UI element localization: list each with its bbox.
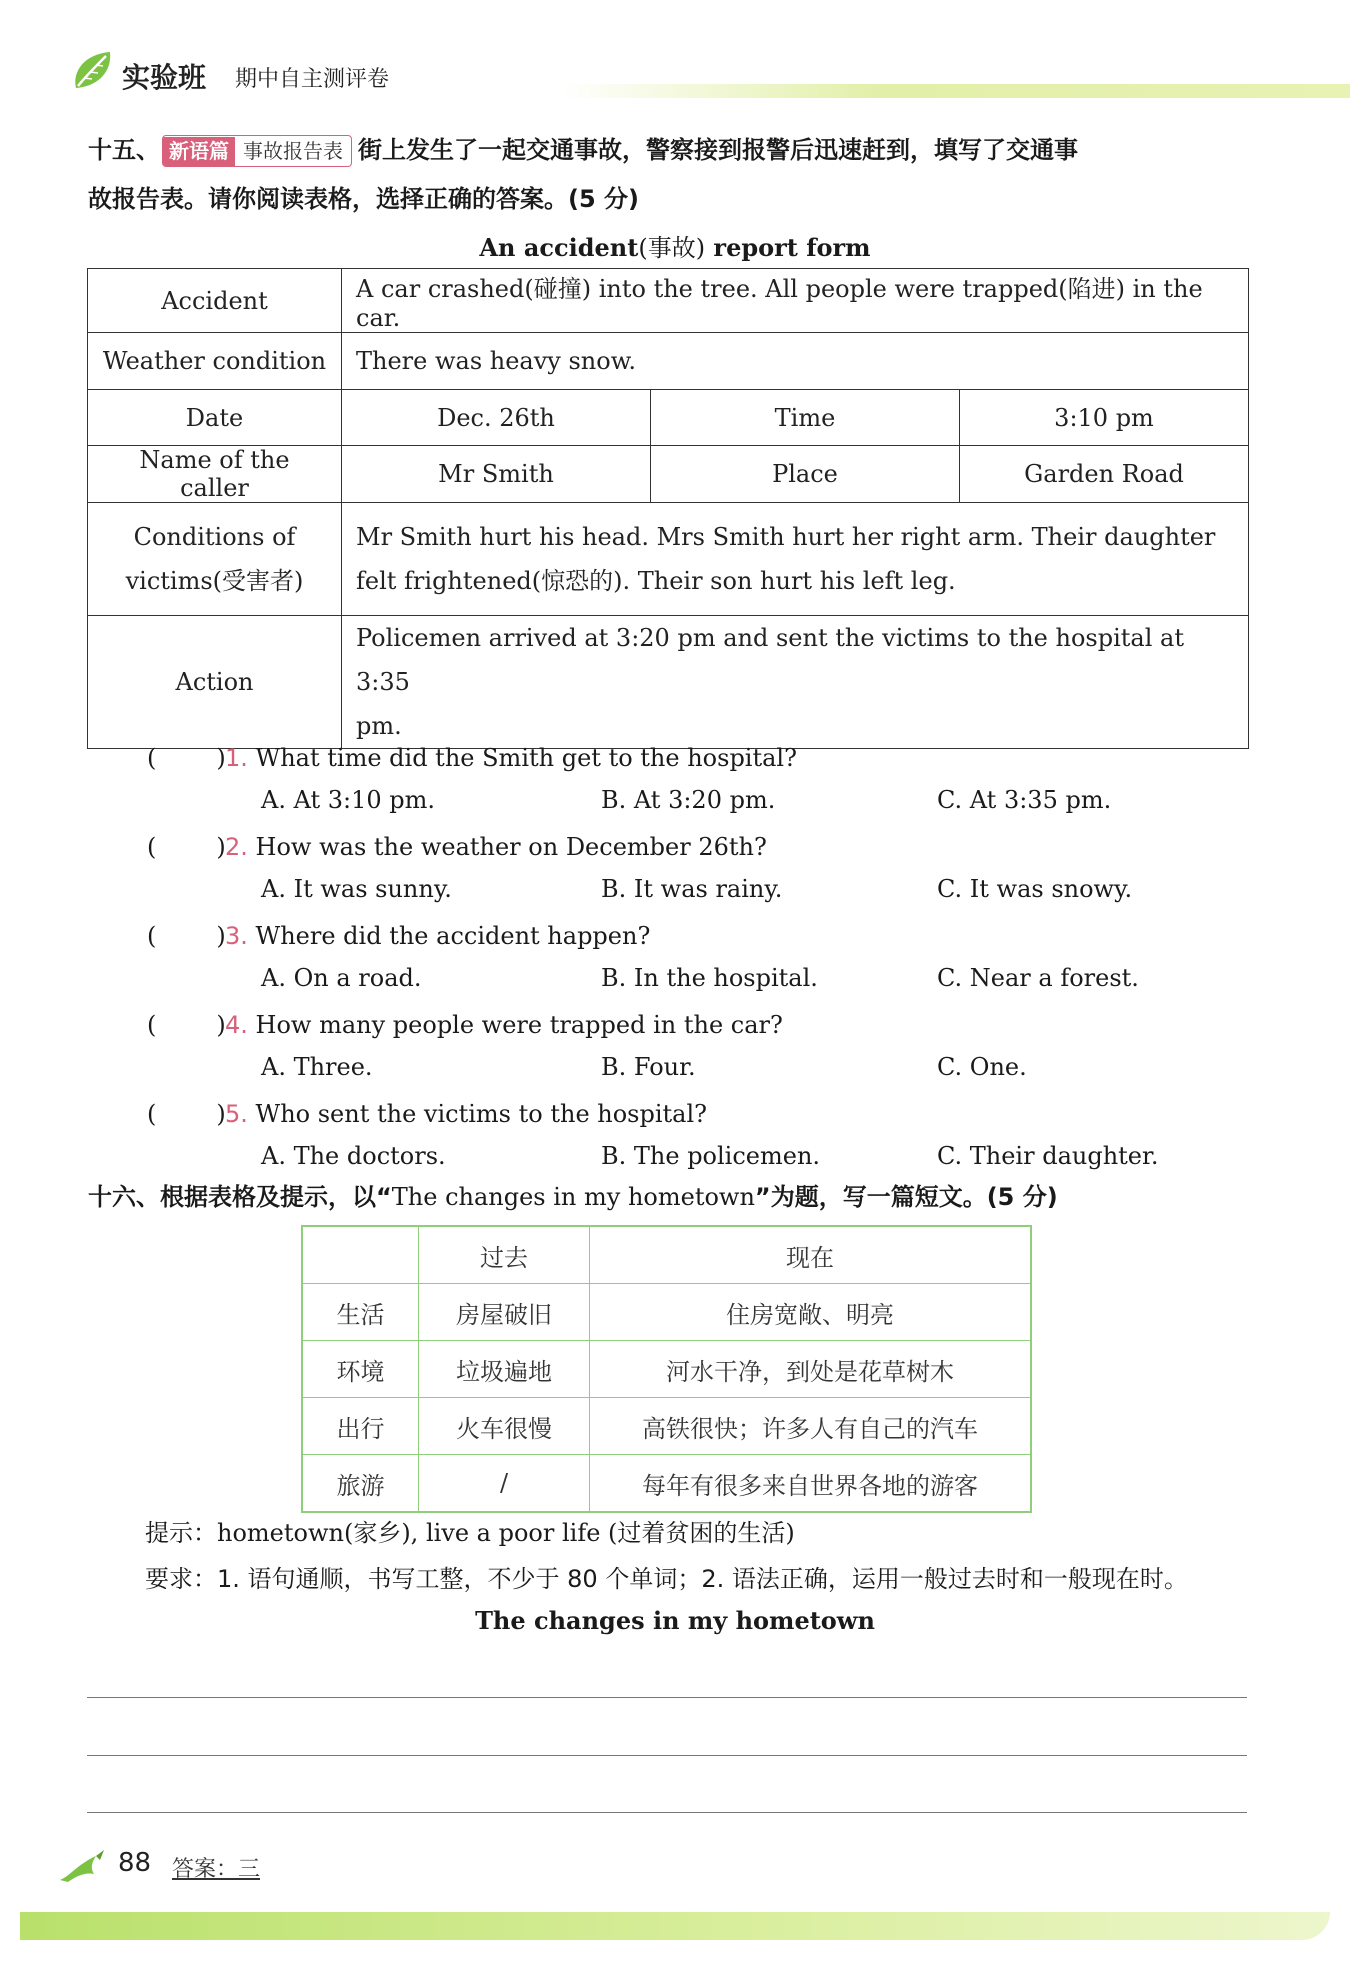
section15-instruction [88, 133, 1258, 167]
paren-open: ( [147, 1100, 157, 1128]
table-cell: 住房宽敞、明亮 [590, 1284, 1032, 1341]
table-cell: 高铁很快；许多人有自己的汽车 [590, 1398, 1032, 1455]
table-cell: Place [651, 446, 960, 503]
question-number: 5. [225, 1100, 248, 1128]
question-text: Who sent the victims to the hospital? [247, 1100, 708, 1128]
question-number: 3. [225, 922, 248, 950]
table-cell: Accident [88, 269, 342, 333]
section16-instruction-en: The changes in my hometown [391, 1183, 755, 1211]
leaf-logo-icon [70, 48, 116, 94]
table-cell: There was heavy snow. [342, 333, 1249, 390]
action-value-1: Policemen arrived at 3:20 pm and sent the victims to the hospital at 3:35 [356, 624, 1184, 696]
tag-sub: 事故报告表 [243, 139, 343, 163]
table-cell: 每年有很多来自世界各地的游客 [590, 1455, 1032, 1513]
table-cell: Garden Road [960, 446, 1249, 503]
option-a: A. Three. [261, 1053, 373, 1081]
option-b: B. At 3:20 pm. [601, 786, 776, 814]
accident-report-table [87, 268, 1249, 749]
answer-blank[interactable] [147, 919, 225, 953]
answer-key: 答案：三 [172, 1857, 261, 1882]
table-row [302, 1455, 1031, 1513]
paren-open: ( [147, 744, 157, 772]
option-c: C. Near a forest. [937, 964, 1139, 992]
table-row [88, 390, 1249, 446]
option-a: A. At 3:10 pm. [261, 786, 436, 814]
question-text: How many people were trapped in the car? [247, 1011, 783, 1039]
hint-label: 提示： [145, 1519, 217, 1547]
table-row [302, 1341, 1031, 1398]
answer-blank[interactable] [147, 1097, 225, 1131]
footer-band [20, 1912, 1330, 1940]
instruction-line1: 街上发生了一起交通事故，警察接到报警后迅速赶到，填写了交通事 [358, 136, 1078, 164]
table-cell: 生活 [302, 1284, 419, 1341]
table-row [302, 1398, 1031, 1455]
instruction-line2: 故报告表。请你阅读表格，选择正确的答案。(5 分) [88, 185, 639, 213]
section15-number: 十五、 [88, 136, 160, 164]
table-row [88, 446, 1249, 503]
victims-value-2: felt frightened(惊恐的). Their son hurt his left leg. [356, 567, 956, 595]
table-cell: Dec. 26th [342, 390, 651, 446]
question-number: 1. [225, 744, 248, 772]
option-b: B. It was rainy. [601, 875, 783, 903]
option-c: C. It was snowy. [937, 875, 1133, 903]
dolphin-icon [56, 1846, 106, 1886]
section16-instruction [88, 1180, 1258, 1214]
table-row [88, 269, 1249, 333]
form-title-b: report form [705, 233, 871, 262]
table-cell: A car crashed(碰撞) into the tree. All people were trapped(陷进) in the car. [342, 269, 1249, 333]
table-cell: Weather condition [88, 333, 342, 390]
question-5 [147, 1097, 1247, 1131]
table-row [302, 1284, 1031, 1341]
question-number: 4. [225, 1011, 248, 1039]
table-cell [342, 616, 1249, 749]
question-1 [147, 741, 1247, 775]
table-cell: 环境 [302, 1341, 419, 1398]
table-cell [88, 503, 342, 616]
form-title-a: An accident [479, 233, 639, 262]
paren-close: ) [216, 922, 226, 950]
table-row [88, 333, 1249, 390]
writing-line[interactable] [87, 1755, 1247, 1756]
table-cell: / [419, 1455, 590, 1513]
table-cell: Name of the caller [88, 446, 342, 503]
table-row [88, 503, 1249, 616]
option-a: A. It was sunny. [261, 875, 452, 903]
table-row [302, 1226, 1031, 1284]
header-band [560, 84, 1350, 98]
writing-line[interactable] [87, 1697, 1247, 1698]
hint [145, 1516, 1295, 1550]
table-cell [302, 1226, 419, 1284]
answer-blank[interactable] [147, 741, 225, 775]
option-c: C. One. [937, 1053, 1027, 1081]
question-text: How was the weather on December 26th? [247, 833, 767, 861]
question-4 [147, 1008, 1247, 1042]
paren-close: ) [216, 833, 226, 861]
section16-instruction-a: 十六、根据表格及提示，以“ [88, 1183, 392, 1211]
section15-tag [162, 135, 352, 167]
victims-value-1: Mr Smith hurt his head. Mrs Smith hurt her right arm. Their daughter [356, 523, 1216, 551]
answer-blank[interactable] [147, 1008, 225, 1042]
option-a: A. The doctors. [261, 1142, 446, 1170]
action-value-2: pm. [356, 712, 402, 740]
paren-close: ) [216, 744, 226, 772]
question-3 [147, 919, 1247, 953]
question-text: What time did the Smith get to the hospital? [247, 744, 797, 772]
section16-instruction-b: ”为题，写一篇短文。(5 分) [754, 1183, 1058, 1211]
option-c: C. Their daughter. [937, 1142, 1159, 1170]
table-cell: Time [651, 390, 960, 446]
form-title [0, 228, 1350, 263]
table-cell: Action [88, 616, 342, 749]
paren-open: ( [147, 922, 157, 950]
paren-close: ) [216, 1100, 226, 1128]
victims-label-2: victims(受害者) [125, 567, 304, 595]
question-2 [147, 830, 1247, 864]
option-c: C. At 3:35 pm. [937, 786, 1112, 814]
writing-line[interactable] [87, 1812, 1247, 1813]
requirement: 要求：1. 语句通顺，书写工整，不少于 80 个单词；2. 语法正确，运用一般过去时和一般现在时。 [145, 1565, 1188, 1593]
table-cell: 出行 [302, 1398, 419, 1455]
paren-open: ( [147, 833, 157, 861]
essay-title: The changes in my hometown [475, 1606, 875, 1635]
table-cell: 3:10 pm [960, 390, 1249, 446]
paren-open: ( [147, 1011, 157, 1039]
question-number: 2. [225, 833, 248, 861]
answer-blank[interactable] [147, 830, 225, 864]
option-a: A. On a road. [261, 964, 422, 992]
table-cell: 现在 [590, 1226, 1032, 1284]
table-cell: Mr Smith [342, 446, 651, 503]
table-cell [342, 503, 1249, 616]
table-row [88, 616, 1249, 749]
option-b: B. Four. [601, 1053, 696, 1081]
table-cell: 河水干净，到处是花草树木 [590, 1341, 1032, 1398]
paren-close: ) [216, 1011, 226, 1039]
victims-label-1: Conditions of [133, 523, 296, 551]
table-cell: 过去 [419, 1226, 590, 1284]
hint-text: hometown(家乡), live a poor life (过着贫困的生活) [217, 1519, 795, 1547]
table-cell: 房屋破旧 [419, 1284, 590, 1341]
header-subtitle: 期中自主测评卷 [235, 67, 390, 92]
table-cell: 垃圾遍地 [419, 1341, 590, 1398]
tag-main: 新语篇 [163, 137, 235, 167]
brand-title: 实验班 [122, 61, 207, 94]
table-cell: 火车很慢 [419, 1398, 590, 1455]
page-header [70, 48, 1300, 108]
question-text: Where did the accident happen? [247, 922, 651, 950]
form-title-cn: (事故) [638, 234, 706, 262]
table-cell: Date [88, 390, 342, 446]
option-b: B. In the hospital. [601, 964, 818, 992]
option-b: B. The policemen. [601, 1142, 821, 1170]
page-number: 88 [118, 1848, 152, 1878]
table-cell: 旅游 [302, 1455, 419, 1513]
hometown-table [301, 1225, 1032, 1513]
